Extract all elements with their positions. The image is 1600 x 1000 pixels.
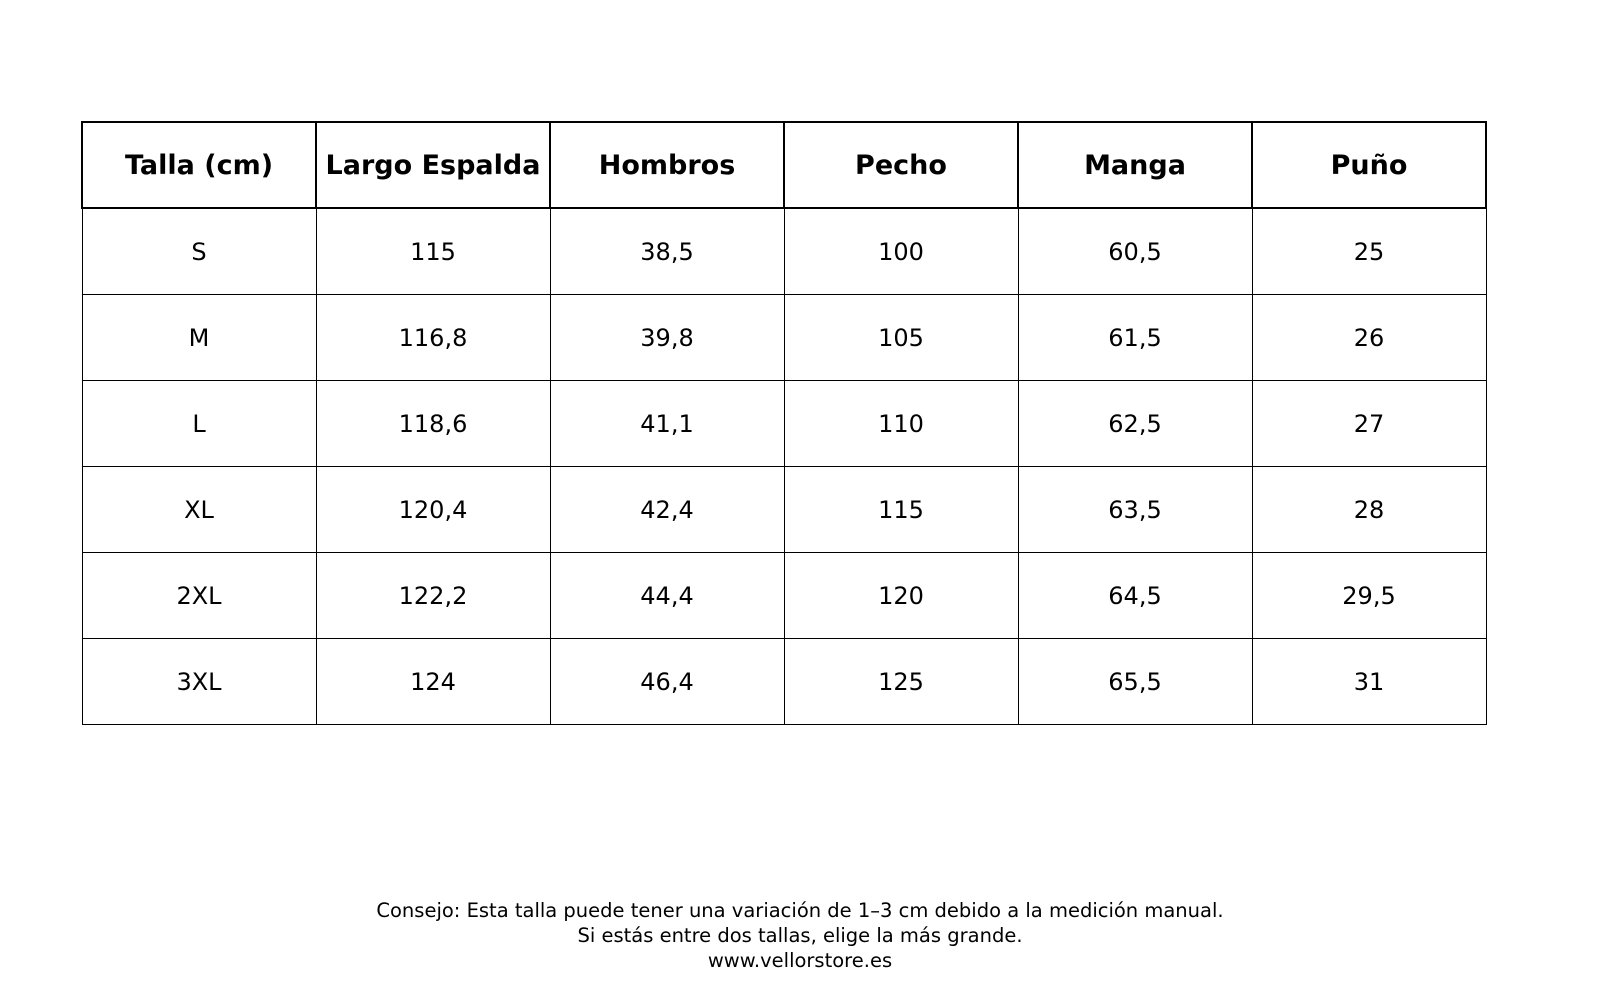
- table-cell: 26: [1252, 295, 1486, 381]
- table-cell: 39,8: [550, 295, 784, 381]
- table-cell: 63,5: [1018, 467, 1252, 553]
- table-cell: 115: [316, 208, 550, 295]
- table-cell: 27: [1252, 381, 1486, 467]
- table-cell: 122,2: [316, 553, 550, 639]
- footer-website: www.vellorstore.es: [707, 949, 893, 972]
- table-cell: 115: [784, 467, 1018, 553]
- table-cell: 44,4: [550, 553, 784, 639]
- footer-note: [0, 898, 1600, 973]
- table-cell: 120: [784, 553, 1018, 639]
- header-manga: Manga: [1018, 122, 1252, 208]
- table-cell: 62,5: [1018, 381, 1252, 467]
- header-hombros: Hombros: [550, 122, 784, 208]
- table-row: [82, 639, 1486, 725]
- table-cell: 100: [784, 208, 1018, 295]
- table-cell: 41,1: [550, 381, 784, 467]
- table-cell: 110: [784, 381, 1018, 467]
- table-cell: 2XL: [82, 553, 316, 639]
- header-largo-espalda: Largo Espalda: [316, 122, 550, 208]
- table-row: [82, 467, 1486, 553]
- table-cell: M: [82, 295, 316, 381]
- table-cell: 29,5: [1252, 553, 1486, 639]
- size-chart-table: [81, 121, 1487, 725]
- footer-advice-line: Si estás entre dos tallas, elige la más grande.: [577, 924, 1023, 947]
- table-cell: L: [82, 381, 316, 467]
- table-cell: 38,5: [550, 208, 784, 295]
- table-cell: 61,5: [1018, 295, 1252, 381]
- table-cell: 42,4: [550, 467, 784, 553]
- table-cell: 118,6: [316, 381, 550, 467]
- table-cell: 105: [784, 295, 1018, 381]
- table-cell: 46,4: [550, 639, 784, 725]
- table-cell: XL: [82, 467, 316, 553]
- table-cell: 65,5: [1018, 639, 1252, 725]
- table-cell: 64,5: [1018, 553, 1252, 639]
- table-row: [82, 208, 1486, 295]
- table-cell: 60,5: [1018, 208, 1252, 295]
- table-cell: S: [82, 208, 316, 295]
- header-talla: Talla (cm): [82, 122, 316, 208]
- table-row: [82, 295, 1486, 381]
- table-header-row: [82, 122, 1486, 208]
- table-cell: 28: [1252, 467, 1486, 553]
- table-cell: 3XL: [82, 639, 316, 725]
- table-cell: 116,8: [316, 295, 550, 381]
- table-cell: 125: [784, 639, 1018, 725]
- footer-tip-line: Consejo: Esta talla puede tener una variación de 1–3 cm debido a la medición manual.: [376, 899, 1224, 922]
- table-row: [82, 553, 1486, 639]
- table-cell: 124: [316, 639, 550, 725]
- table-cell: 120,4: [316, 467, 550, 553]
- header-puno: Puño: [1252, 122, 1486, 208]
- table-row: [82, 381, 1486, 467]
- table-cell: 25: [1252, 208, 1486, 295]
- table-cell: 31: [1252, 639, 1486, 725]
- header-pecho: Pecho: [784, 122, 1018, 208]
